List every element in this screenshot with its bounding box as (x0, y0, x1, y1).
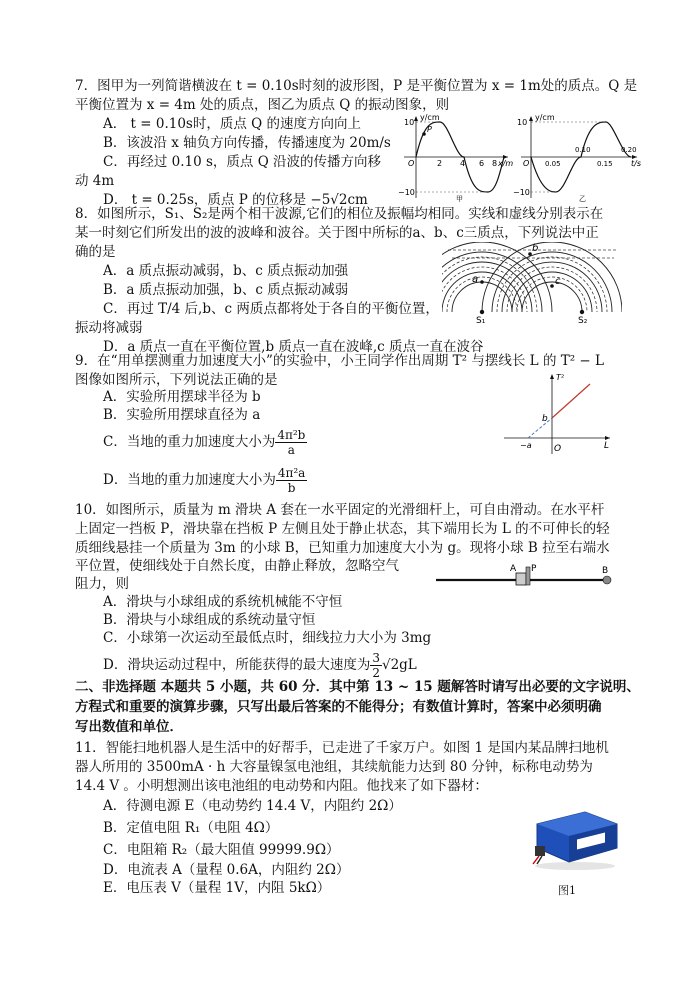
q10-option-b: B．滑块与小球组成的系统动量守恒 (103, 612, 316, 628)
q7-yi-tick: 0.10 (575, 146, 591, 154)
q8-stem-line3: 确的是 (75, 244, 116, 260)
q8-stem-line2: 某一时刻它们所发出的波的波峰和波谷。关于图中所标的a、b、c三质点，下列说法中正 (75, 225, 599, 241)
q7-yi-yneg: −10 (513, 188, 530, 197)
q7-yi-tick: 0.15 (597, 160, 613, 168)
q10-stem-line2: 上固定一挡板 P，滑块靠在挡板 P 左侧且处于静止状态，其下端用长为 L 的不可伸长的轻 (75, 521, 610, 537)
q9-option-c-numerator: 4π²b (277, 428, 306, 442)
q8-option-d: D．a 质点一直在平衡位置,b 质点一直在波峰,c 质点一直在波谷 (103, 339, 484, 355)
q7-stem-line1: 7．图甲为一列简谐横波在 t = 0.10s时刻的波形图，P 是平衡位置为 x = 1m处的质点。Q 是 (75, 78, 638, 94)
q9-option-a: A．实验所用摆球半径为 b (103, 389, 261, 405)
q7-yi-xlabel: t/s (631, 159, 641, 168)
q11-battery-pack-image (527, 802, 623, 872)
q9-stem-line2: 图像如图所示，下列说法正确的是 (75, 372, 278, 388)
q7-jia-tick: 8 (492, 159, 498, 168)
q9-option-d-text: D．当地的重力加速度大小为 (103, 472, 276, 488)
q9-option-d-numerator: 4π²a (277, 466, 306, 480)
q9-fig-neg-a: −a (520, 441, 532, 450)
q7-jia-ylabel: y/cm (420, 113, 440, 122)
q7-yi-tick: 0.20 (621, 146, 637, 154)
q9-fig-origin: O (554, 444, 562, 454)
q10-option-c: C．小球第一次运动至最低点时，细线拉力大小为 3mg (103, 630, 432, 646)
q7-yi-ypos: 10 (517, 118, 528, 127)
section2-line2: 方程式和重要的演算步骤，只写出最后答案的不能得分；有数值计算时，答案中必须明确 (75, 699, 602, 715)
q11-option-d: D．电流表 A（量程 0.6A，内阻约 2Ω） (103, 862, 350, 878)
q10-fig-ball-b: B (602, 566, 609, 576)
q7-yi-caption: 乙 (579, 195, 586, 202)
q7-jia-caption: 甲 (456, 195, 463, 202)
q7-option-c-line2: 动 4m (75, 173, 115, 189)
q10-stem-line1: 10．如图所示，质量为 m 滑块 A 套在一水平固定的光滑细杆上，可自由滑动。在水平杆 (75, 502, 605, 518)
q10-figure-slider (434, 561, 618, 593)
q8-figure-interference (442, 242, 622, 324)
q10-option-a: A．滑块与小球组成的系统机械能不守恒 (103, 594, 343, 610)
q9-figure-t2-l-graph (500, 370, 615, 458)
q11-stem-line1: 11．智能扫地机器人是生活中的好帮手，已走进了千家万户。如图 1 是国内某品牌扫地机 (75, 740, 609, 756)
q10-fig-plate-p: P (531, 564, 537, 574)
q10-stem-line5: 阻力，则 (75, 576, 129, 592)
q7-yi-origin: O (523, 159, 530, 168)
q10-option-d-sqrt: √2gL (381, 657, 417, 673)
q9-option-c-fraction (275, 428, 307, 457)
q8-point-b: b (532, 243, 539, 254)
section2-line3: 写出数值和单位． (75, 719, 183, 735)
q7-yi-ylabel: y/cm (535, 113, 555, 122)
q8-option-c-line2: 振动将减弱 (75, 320, 143, 336)
q7-stem-line2: 平衡位置为 x = 4m 处的质点，图乙为质点 Q 的振动图象，则 (75, 97, 450, 113)
q10-stem-line4: 平位置，使细线处于自然长度，由静止释放，忽略空气 (75, 558, 399, 574)
q10-option-d-fraction (370, 651, 382, 680)
q7-yi-tick: 0.05 (545, 160, 561, 168)
q7-figure-wave-graph (396, 112, 514, 202)
q8-option-b: B．a 质点振动加强，b、c 质点振动减弱 (103, 282, 349, 298)
q11-stem-line2: 器人所用的 3500mA · h 大容量镍氢电池组，其续航能力达到 80 分钟，标称电动势为 (75, 759, 593, 775)
q9-fig-xlabel: L (604, 441, 610, 451)
q9-fig-b: b (542, 414, 548, 424)
q10-fig-slider-a: A (510, 564, 517, 574)
q11-figure-caption: 图1 (558, 884, 576, 897)
q9-option-c-denominator: a (287, 443, 295, 457)
q7-jia-tick: 4 (460, 159, 466, 168)
q7-jia-tick: 6 (479, 159, 485, 168)
q7-option-c-line1: C．再经过 0.10 s，质点 Q 沿波的传播方向移 (103, 154, 382, 170)
q7-jia-xlabel: x/m (498, 159, 514, 168)
q8-source-s1: S₁ (476, 316, 486, 324)
q9-option-c (103, 428, 307, 457)
q8-option-c-line1: C．再过 T/4 后,b、c 两质点都将处于各自的平衡位置， (103, 301, 439, 317)
q11-option-a: A．待测电源 E（电动势约 14.4 V，内阻约 2Ω） (103, 798, 402, 814)
q7-jia-point-p: P (427, 125, 432, 134)
q11-stem-line3: 14.4 V 。小明想测出该电池组的电动势和内阻。他找来了如下器材： (75, 778, 488, 794)
q11-option-b: B．定值电阻 R₁（电阻 4Ω） (103, 820, 279, 836)
q9-fig-ylabel: T² (556, 373, 565, 382)
q10-option-d-text: D．滑块运动过程中，所能获得的最大速度为 (103, 657, 371, 673)
q9-option-d (103, 466, 307, 495)
q8-stem-line1: 8．如图所示，S₁、S₂是两个相干波源,它们的相位及振幅均相同。实线和虚线分别表示在 (75, 206, 604, 222)
q7-option-d: D． t = 0.25s，质点 P 的位移是 −5√2cm (103, 192, 368, 208)
q10-stem-line3: 质细线悬挂一个质量为 3m 的小球 B，已知重力加速度大小为 g。现将小球 B 拉至右端水 (75, 540, 610, 556)
q7-jia-origin: O (408, 159, 415, 168)
q9-option-b: B．实验所用摆球直径为 a (103, 407, 261, 423)
q9-option-d-fraction (276, 466, 308, 495)
q8-point-c: c (555, 276, 561, 287)
q9-option-d-denominator: b (287, 481, 296, 495)
q9-option-c-text: C．当地的重力加速度大小为 (103, 434, 276, 450)
q7-jia-tick: 2 (437, 159, 443, 168)
q7-option-a: A． t = 0.10s时，质点 Q 的速度方向向上 (103, 116, 361, 132)
q10-option-d-numerator: 3 (372, 651, 380, 665)
section2-line1: 二、非选择题 本题共 5 小题，共 60 分．其中第 13 ~ 15 题解答时请写出必要的文字说明、 (75, 679, 640, 695)
q10-option-d-denominator: 2 (372, 666, 380, 680)
q10-option-d (103, 651, 417, 680)
q7-figure-vibration-graph (513, 112, 643, 202)
q7-jia-yneg: −10 (398, 188, 415, 197)
q7-option-b: B．该波沿 x 轴负方向传播，传播速度为 20m/s (103, 135, 391, 151)
q8-point-a: a (472, 274, 479, 285)
q7-jia-ypos: 10 (404, 118, 415, 127)
q8-source-s2: S₂ (578, 316, 588, 324)
q11-option-c: C．电阻箱 R₂（最大阻值 99999.9Ω） (103, 842, 340, 858)
q9-stem-line1: 9．在“用单摆测重力加速度大小”的实验中，小王同学作出周期 T² 与摆线长 L 的 T² − L (75, 353, 605, 369)
q11-option-e: E．电压表 V（量程 1V，内阻 5kΩ） (103, 880, 331, 896)
q8-option-a: A．a 质点振动减弱，b、c 质点振动加强 (103, 263, 349, 279)
